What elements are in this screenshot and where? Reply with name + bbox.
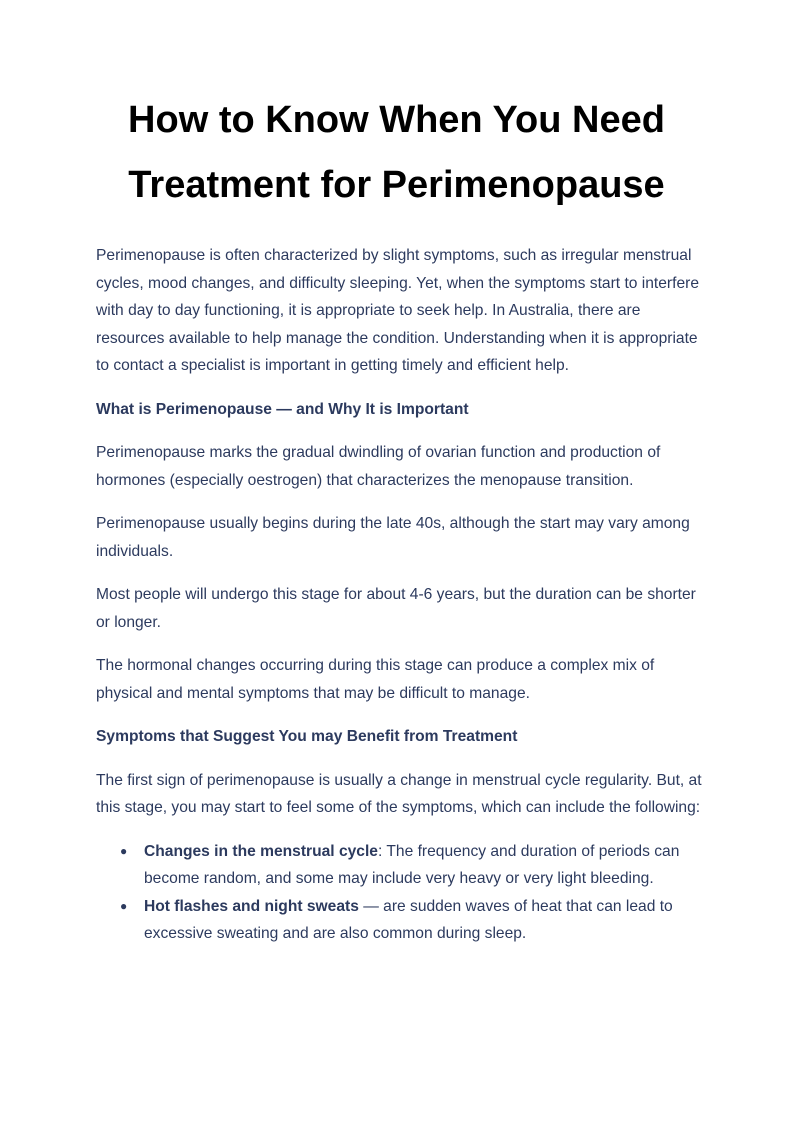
- list-item-text: : The frequency and duration of periods can become random, and some may include very heavy or very light bleeding.: [144, 842, 680, 887]
- section-heading-symptoms: Symptoms that Suggest You may Benefit from Treatment: [96, 728, 518, 745]
- list-item-text: — are sudden waves of heat that can lead to excessive sweating and are also common during sleep.: [144, 897, 673, 942]
- list-item: [120, 838, 706, 893]
- page-title: How to Know When You Need Treatment for Perimenopause: [128, 99, 665, 206]
- bullet-icon: ●: [120, 898, 128, 913]
- section1-paragraph-1: Perimenopause marks the gradual dwindling of ovarian function and production of hormones (especially oestrogen) that characterizes the menopause transition.: [96, 444, 661, 489]
- section1-paragraph-2: Perimenopause usually begins during the late 40s, although the start may vary among individuals.: [96, 515, 690, 560]
- list-item: [120, 893, 706, 948]
- section1-paragraph-3: Most people will undergo this stage for about 4-6 years, but the duration can be shorter or longer.: [96, 586, 696, 631]
- section1-paragraph-4: The hormonal changes occurring during this stage can produce a complex mix of physical and mental symptoms that may be difficult to manage.: [96, 657, 655, 702]
- article-body: [96, 242, 706, 948]
- list-item-term: Changes in the menstrual cycle: [144, 842, 378, 860]
- bullet-icon: ●: [120, 843, 128, 858]
- intro-paragraph: Perimenopause is often characterized by slight symptoms, such as irregular menstrual cycles, mood changes, and difficulty sleeping. Yet, when the symptoms start to interfere with day to day functioning, it is appropriate to seek help. In Australia, there are resources available to help manage the condition. Understanding when it is appropriate to contact a specialist is important in getting timely and efficient help.: [96, 247, 699, 374]
- section2-intro-paragraph: The first sign of perimenopause is usually a change in menstrual cycle regularity. But, at this stage, you may start to feel some of the symptoms, which can include the following:: [96, 771, 702, 816]
- list-item-term: Hot flashes and night sweats: [144, 897, 359, 915]
- symptom-list: [96, 838, 706, 948]
- section-heading-what-is: What is Perimenopause — and Why It is Important: [96, 400, 469, 418]
